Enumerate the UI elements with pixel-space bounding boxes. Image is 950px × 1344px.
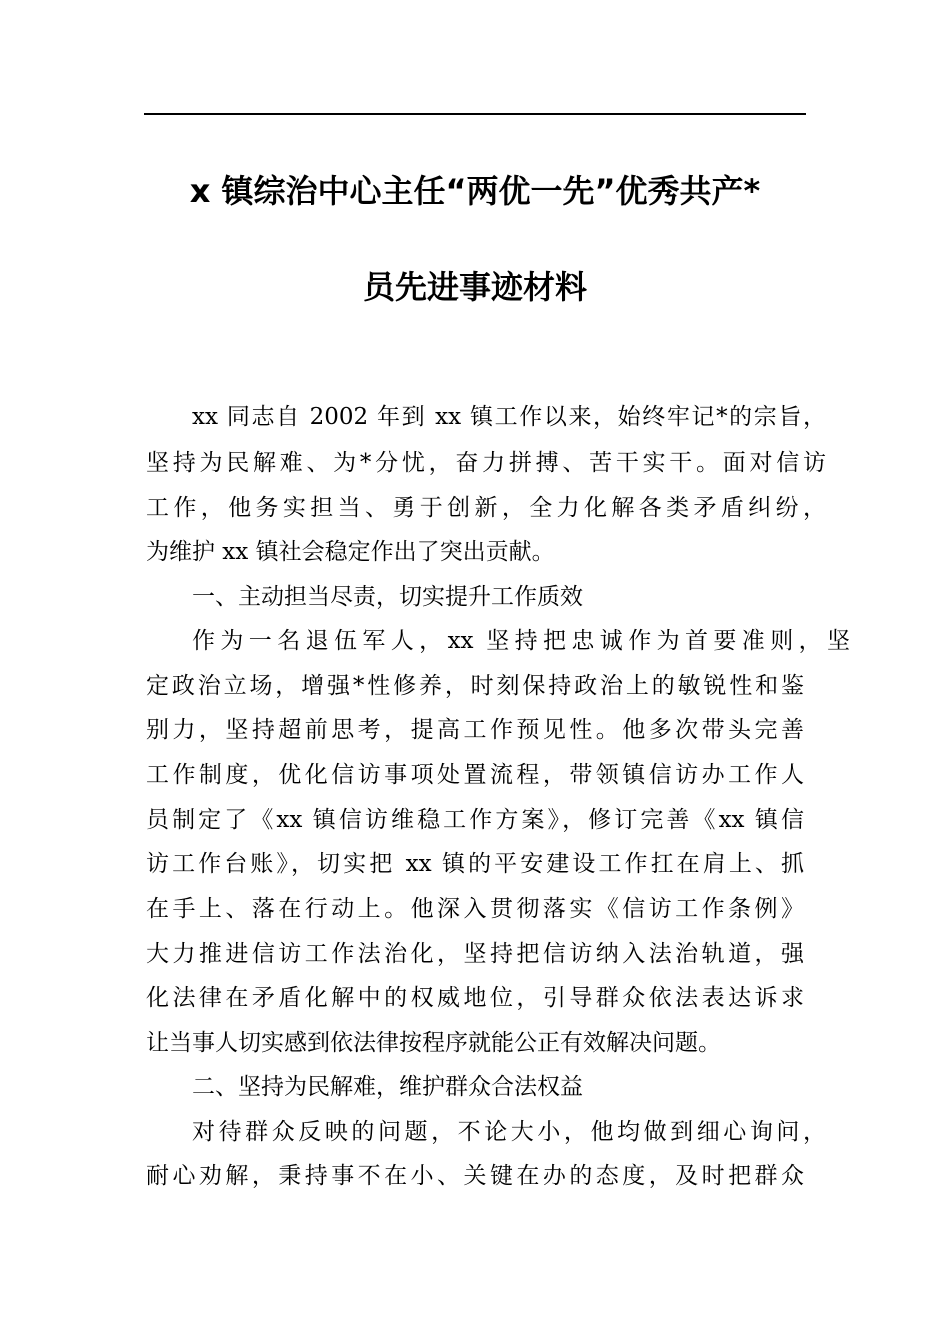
paragraph-line: 定政治立场，增强*性修养，时刻保持政治上的敏锐性和鉴 — [146, 673, 804, 699]
paragraph-line: 在手上、落在行动上。他深入贯彻落实《信访工作条例》 — [146, 896, 804, 922]
paragraph-line: 对待群众反映的问题，不论大小，他均做到细心询问， — [192, 1119, 826, 1145]
paragraph-line: 大力推进信访工作法治化，坚持把信访纳入法治轨道，强 — [146, 941, 804, 967]
paragraph-line: 工作制度，优化信访事项处置流程，带领镇信访办工作人 — [146, 762, 804, 788]
document-title-line-1: x 镇综治中心主任“两优一先”优秀共产* — [189, 172, 761, 210]
paragraph-line: 让当事人切实感到依法律按程序就能公正有效解决问题。 — [146, 1030, 721, 1056]
paragraph-line: 化法律在矛盾化解中的权威地位，引导群众依法表达诉求 — [146, 985, 804, 1011]
section-heading: 二、坚持为民解难，维护群众合法权益 — [192, 1074, 583, 1100]
paragraph-line: 访工作台账》，切实把 xx 镇的平安建设工作扛在肩上、抓 — [146, 851, 804, 877]
paragraph-line: 耐心劝解，秉持事不在小、关键在办的态度，及时把群众 — [146, 1163, 804, 1189]
paragraph-line: xx 同志自 2002 年到 xx 镇工作以来，始终牢记*的宗旨， — [192, 404, 826, 430]
section-heading: 一、主动担当尽责，切实提升工作质效 — [192, 584, 583, 610]
paragraph-line: 员制定了《xx 镇信访维稳工作方案》，修订完善《xx 镇信 — [146, 807, 804, 833]
header-rule — [144, 113, 806, 115]
paragraph-line: 为维护 xx 镇社会稳定作出了突出贡献。 — [146, 539, 555, 565]
paragraph-line: 工作，他务实担当、勇于创新，全力化解各类矛盾纠纷， — [146, 495, 826, 521]
paragraph-line: 别力，坚持超前思考，提高工作预见性。他多次带头完善 — [146, 717, 804, 743]
document-title-line-2: 员先进事迹材料 — [362, 268, 587, 306]
paragraph-line: 作为一名退伍军人，xx 坚持把忠诚作为首要准则，坚 — [192, 628, 850, 654]
paragraph-line: 坚持为民解难、为*分忧，奋力拼搏、苦干实干。面对信访 — [146, 450, 826, 476]
